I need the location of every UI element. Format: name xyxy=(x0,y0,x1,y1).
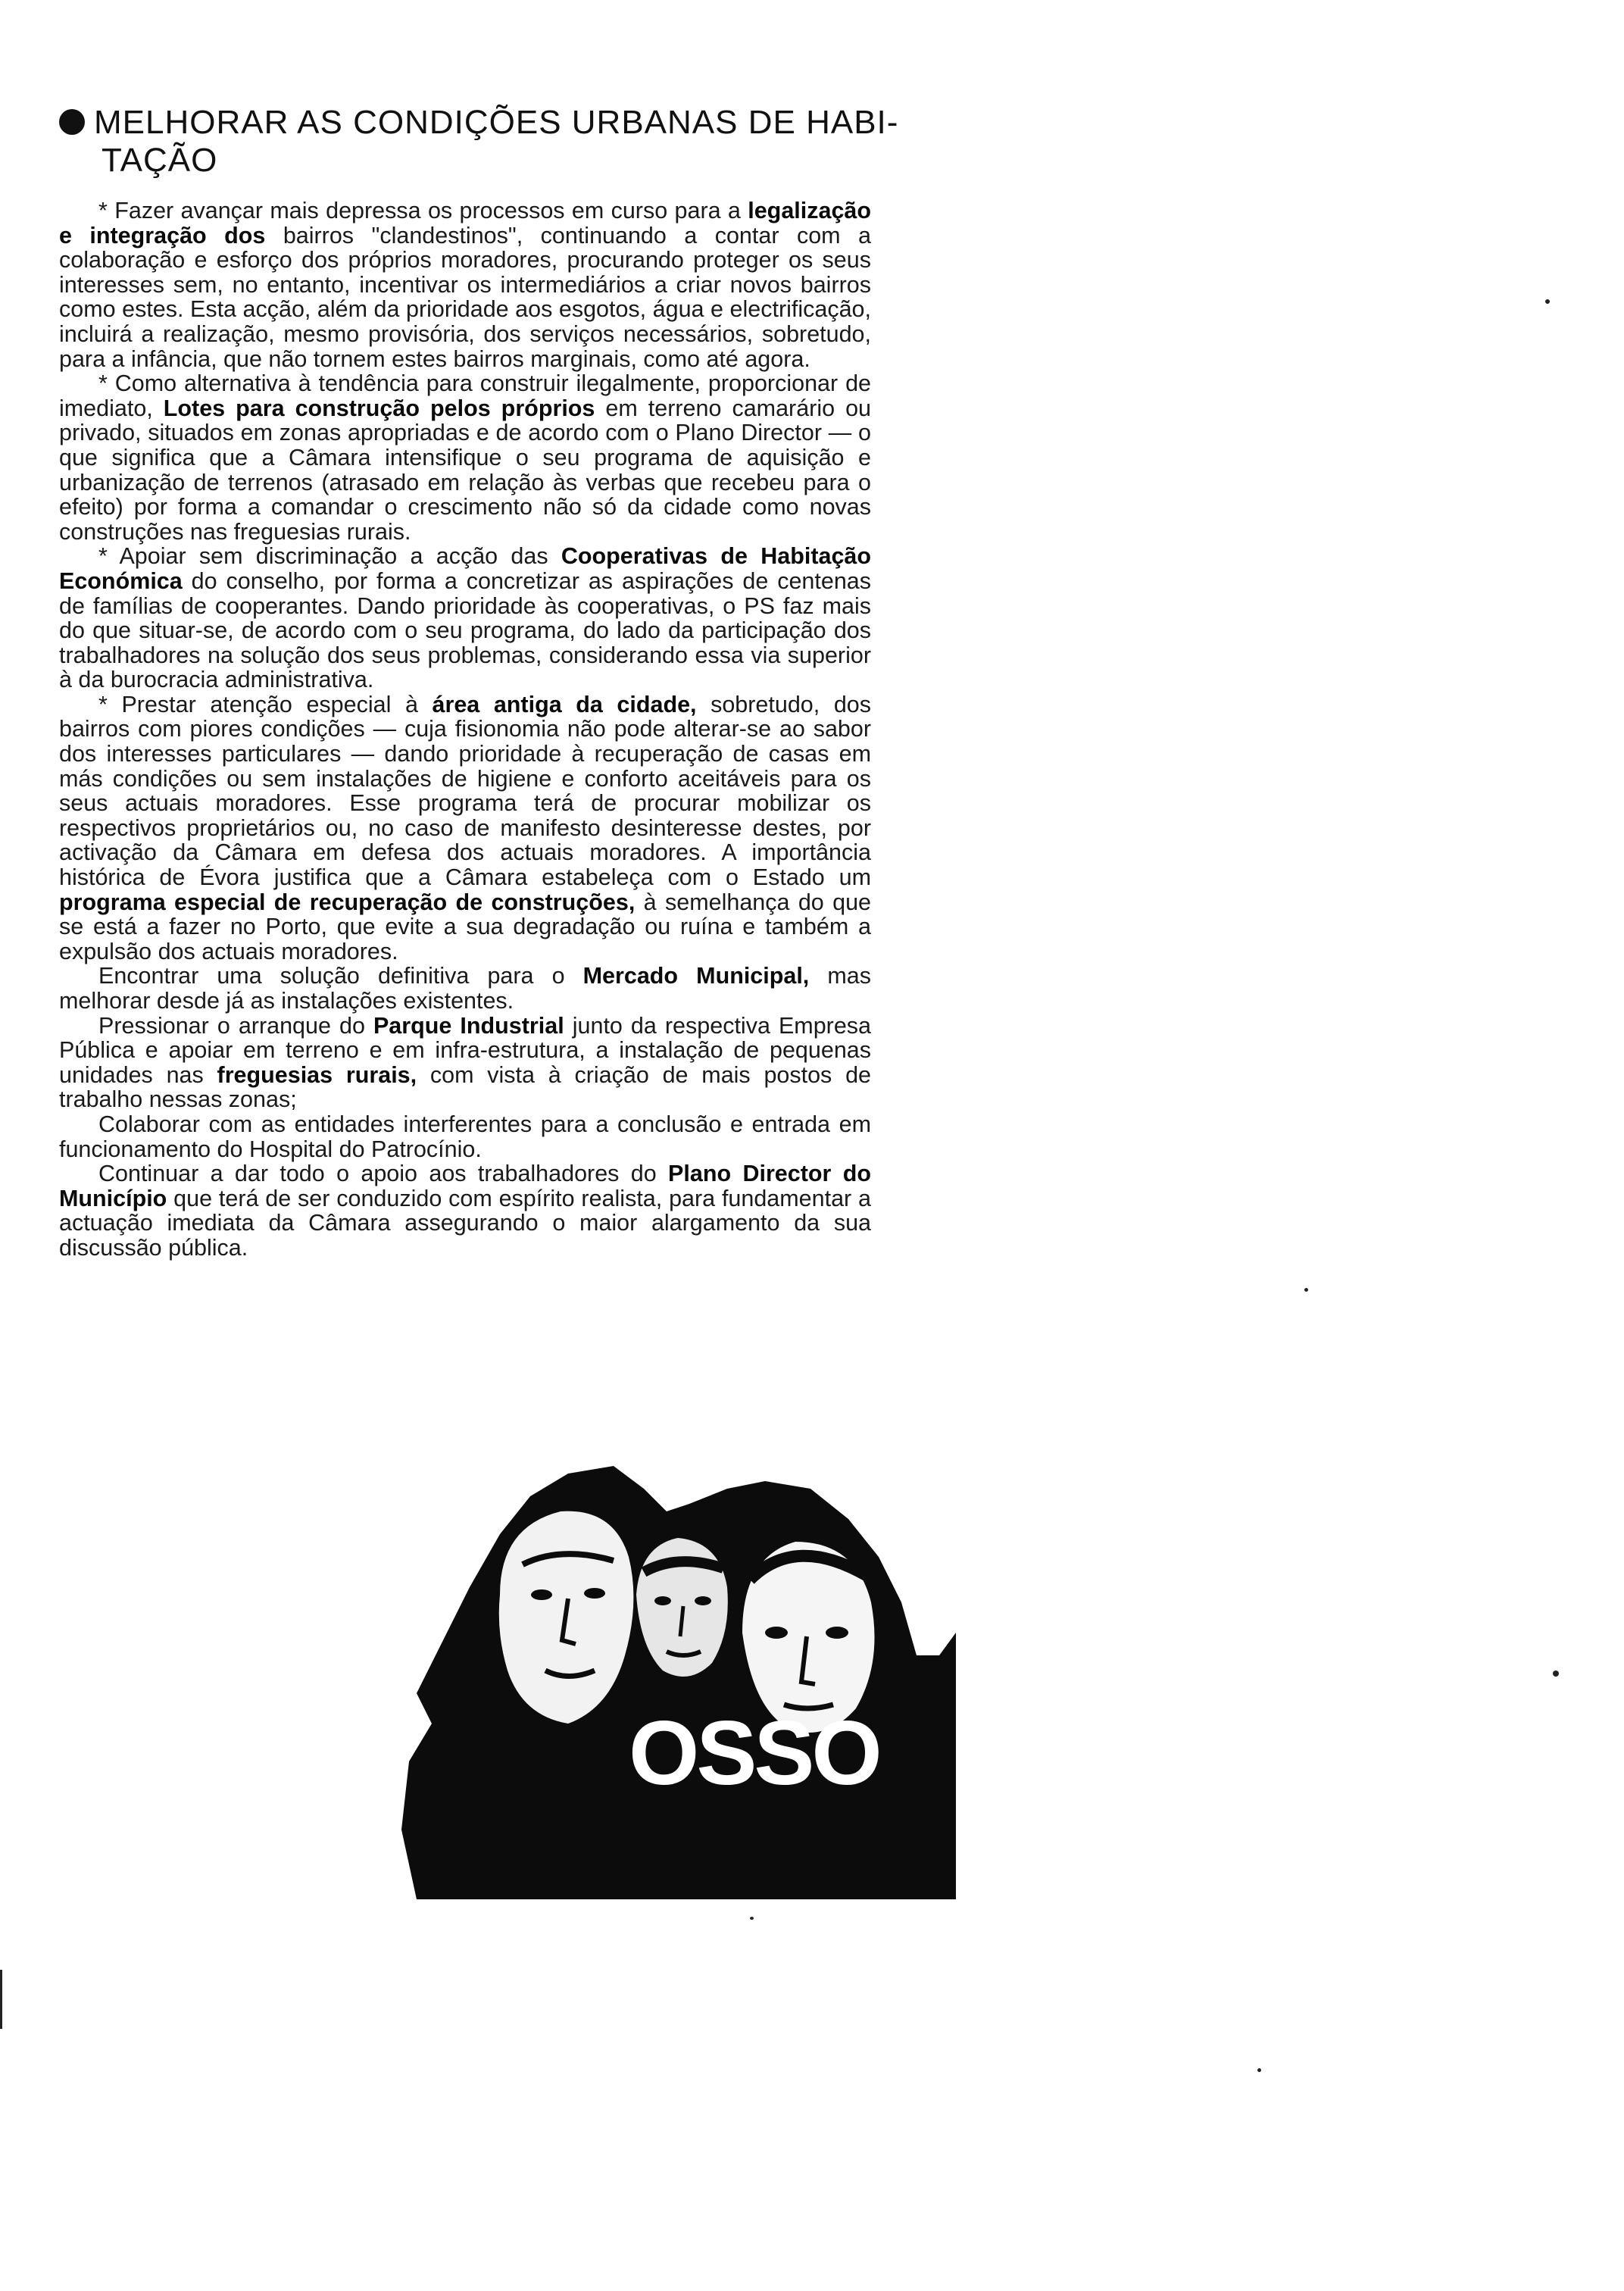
article-body xyxy=(59,198,871,1261)
paragraph-cooperativas: * Apoiar sem discriminação a acção das Cooperativas de Habitação Económica do conselho, por forma a concretizar as aspirações de centenas de famílias de cooperantes. Dando prioridade às cooperativas, o PS faz mais do que situar-se, de acordo com o seu programa, do lado da participação dos trabalhadores na solução dos seus problemas, considerando essa via superior à da burocracia administrativa. xyxy=(59,543,871,693)
photo-overlay-text: OSSO xyxy=(629,1702,879,1804)
bullet-dot-icon xyxy=(59,109,85,135)
heading-line-2: TAÇÃO xyxy=(102,142,218,180)
paragraph-hospital: Colaborar com as entidades interferentes para a conclusão e entrada em funcionamento do Hospital do Patrocínio. xyxy=(59,1111,871,1162)
paragraph-plano-director: Continuar a dar todo o apoio aos trabalhadores do Plano Director do Município que terá de ser conduzido com espírito realista, para fundamentar a actuação imediata da Câmara assegurando o maior alargamento da sua discussão pública. xyxy=(59,1161,872,1261)
campaign-photo xyxy=(386,1405,956,1899)
scan-edge-mark xyxy=(0,1970,2,2029)
paragraph-mercado: Encontrar uma solução definitiva para o Mercado Municipal, mas melhorar desde já as instalações existentes. xyxy=(59,963,871,1014)
scan-speck xyxy=(1304,1288,1308,1292)
paragraph-legalizacao: * Fazer avançar mais depressa os processos em curso para a legalização e integração dos bairros "clandestinos", continuando a contar com a colaboração e esforço dos próprios moradores, procurando proteger os seus interesses sem, no entanto, incentivar os intermediários a criar novos bairros como estes. Esta acção, além da prioridade aos esgotos, água e electrificação, incluirá a realização, mesmo provisória, dos serviços necessários, sobretudo, para a infância, que não tornem estes bairros marginais, como até agora. xyxy=(59,198,871,372)
scan-speck xyxy=(1257,2068,1261,2072)
paragraph-area-antiga: * Prestar atenção especial à área antiga da cidade, sobretudo, dos bairros com piores condições — cuja fisionomia não pode alterar-se ao sabor dos interesses particulares — dando prioridade à recuperação de casas em más condições ou sem instalações de higiene e conforto aceitáveis para os seus actuais moradores. Esse programa terá de procurar mobilizar os respectivos proprietários ou, no caso de manifesto desinteresse destes, por activação da Câmara em defesa dos actuais moradores. A importância histórica de Évora justifica que a Câmara estabeleça com o Estado um programa especial de recuperação de construções, à semelhança do que se está a fazer no Porto, que evite a sua degradação ou ruína e também a expulsão dos actuais moradores. xyxy=(59,691,871,964)
section-heading xyxy=(59,104,930,180)
paragraph-parque-industrial: Pressionar o arranque do Parque Industrial junto da respectiva Empresa Pública e apoiar em terreno e em infra-estrutura, a instalação de pequenas unidades nas freguesias rurais, com vista à criação de mais postos de trabalho nessas zonas; xyxy=(59,1012,872,1113)
heading-line-1: MELHORAR AS CONDIÇÕES URBANAS DE HABI- xyxy=(94,104,899,142)
paragraph-lotes: * Como alternativa à tendência para construir ilegalmente, proporcionar de imediato, Lotes para construção pelos próprios em terreno camarário ou privado, situados em zonas apropriadas e de acordo com o Plano Director — o que significa que a Câmara intensifique o seu programa de aquisição e urbanização de terrenos (atrasado em relação às verbas que recebeu para o efeito) por forma a comandar o crescimento não só da cidade como novas construções nas freguesias rurais. xyxy=(59,370,871,545)
scan-speck xyxy=(750,1917,754,1920)
scan-speck xyxy=(1553,1671,1559,1677)
scan-speck xyxy=(1545,299,1550,304)
